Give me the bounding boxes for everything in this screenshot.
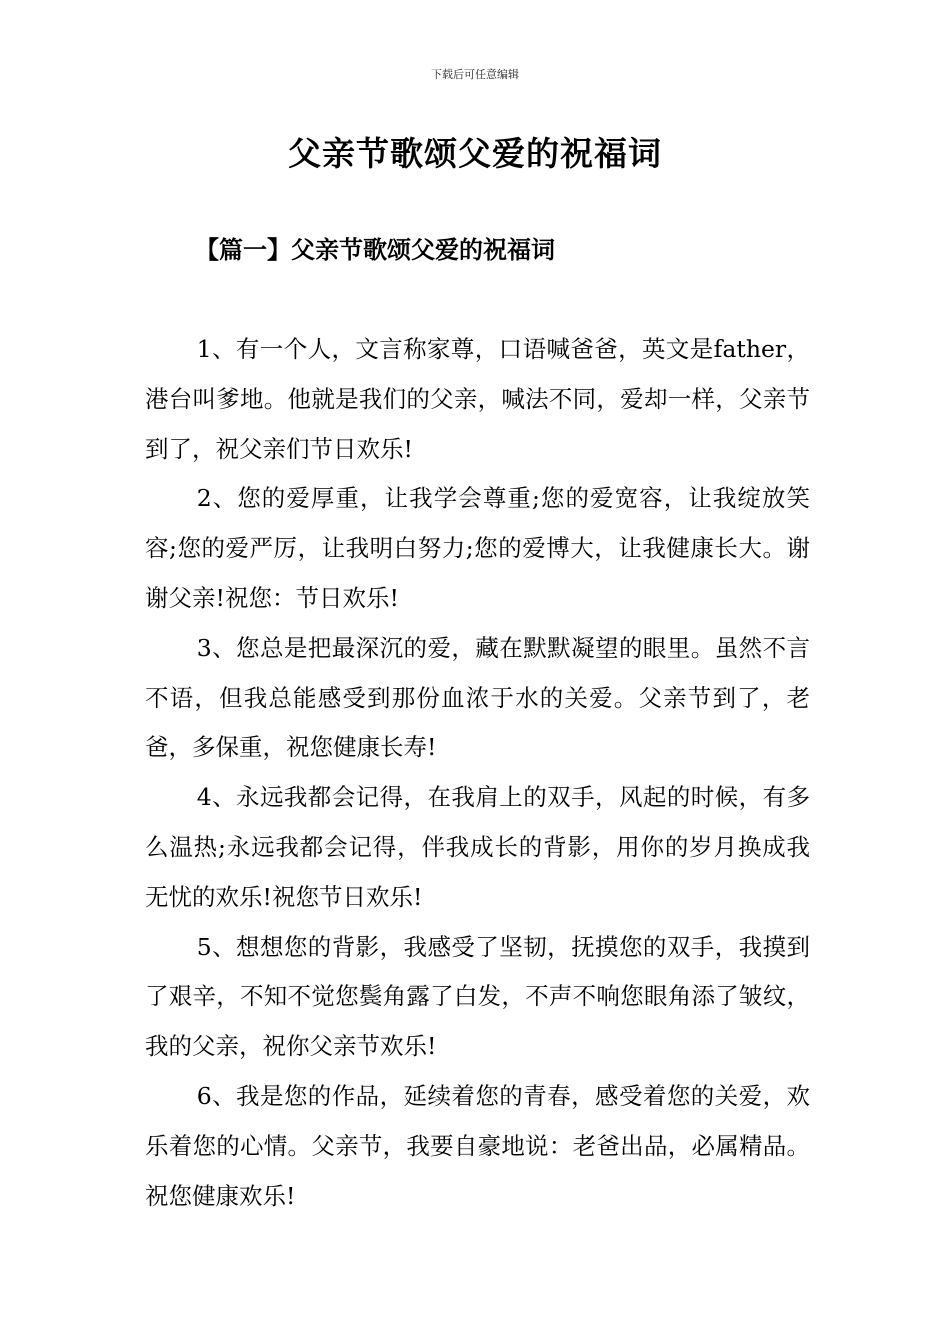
document-body (145, 325, 810, 1221)
paragraph-1: 1、有一个人，文言称家尊，口语喊爸爸，英文是father，港台叫爹地。他就是我们的父亲，喊法不同，爱却一样，父亲节到了，祝父亲们节日欢乐! (145, 335, 810, 463)
section-heading: 【篇一】父亲节歌颂父爱的祝福词 (195, 235, 555, 264)
paragraph-6: 6、我是您的作品，延续着您的青春，感受着您的关爱，欢乐着您的心情。父亲节，我要自豪地说：老爸出品，必属精品。祝您健康欢乐! (145, 1081, 810, 1210)
paragraph-2: 2、您的爱厚重，让我学会尊重;您的爱宽容，让我绽放笑容;您的爱严厉，让我明白努力;您的爱博大，让我健康长大。谢谢父亲!祝您：节日欢乐! (145, 484, 810, 612)
paragraph-5: 5、想想您的背影，我感受了坚韧，抚摸您的双手，我摸到了艰辛，不知不觉您鬓角露了白发，不声不响您眼角添了皱纹，我的父亲，祝你父亲节欢乐! (145, 932, 810, 1061)
paragraph-4: 4、永远我都会记得，在我肩上的双手，风起的时候，有多么温热;永远我都会记得，伴我成长的背影，用你的岁月换成我无忧的欢乐!祝您节日欢乐! (145, 783, 810, 911)
document-title: 父亲节歌颂父爱的祝福词 (288, 134, 662, 173)
paragraph-3: 3、您总是把最深沉的爱，藏在默默凝望的眼里。虽然不言不语，但我总能感受到那份血浓于水的关爱。父亲节到了，老爸，多保重，祝您健康长寿! (145, 633, 810, 762)
header-note: 下载后可任意编辑 (431, 68, 519, 81)
